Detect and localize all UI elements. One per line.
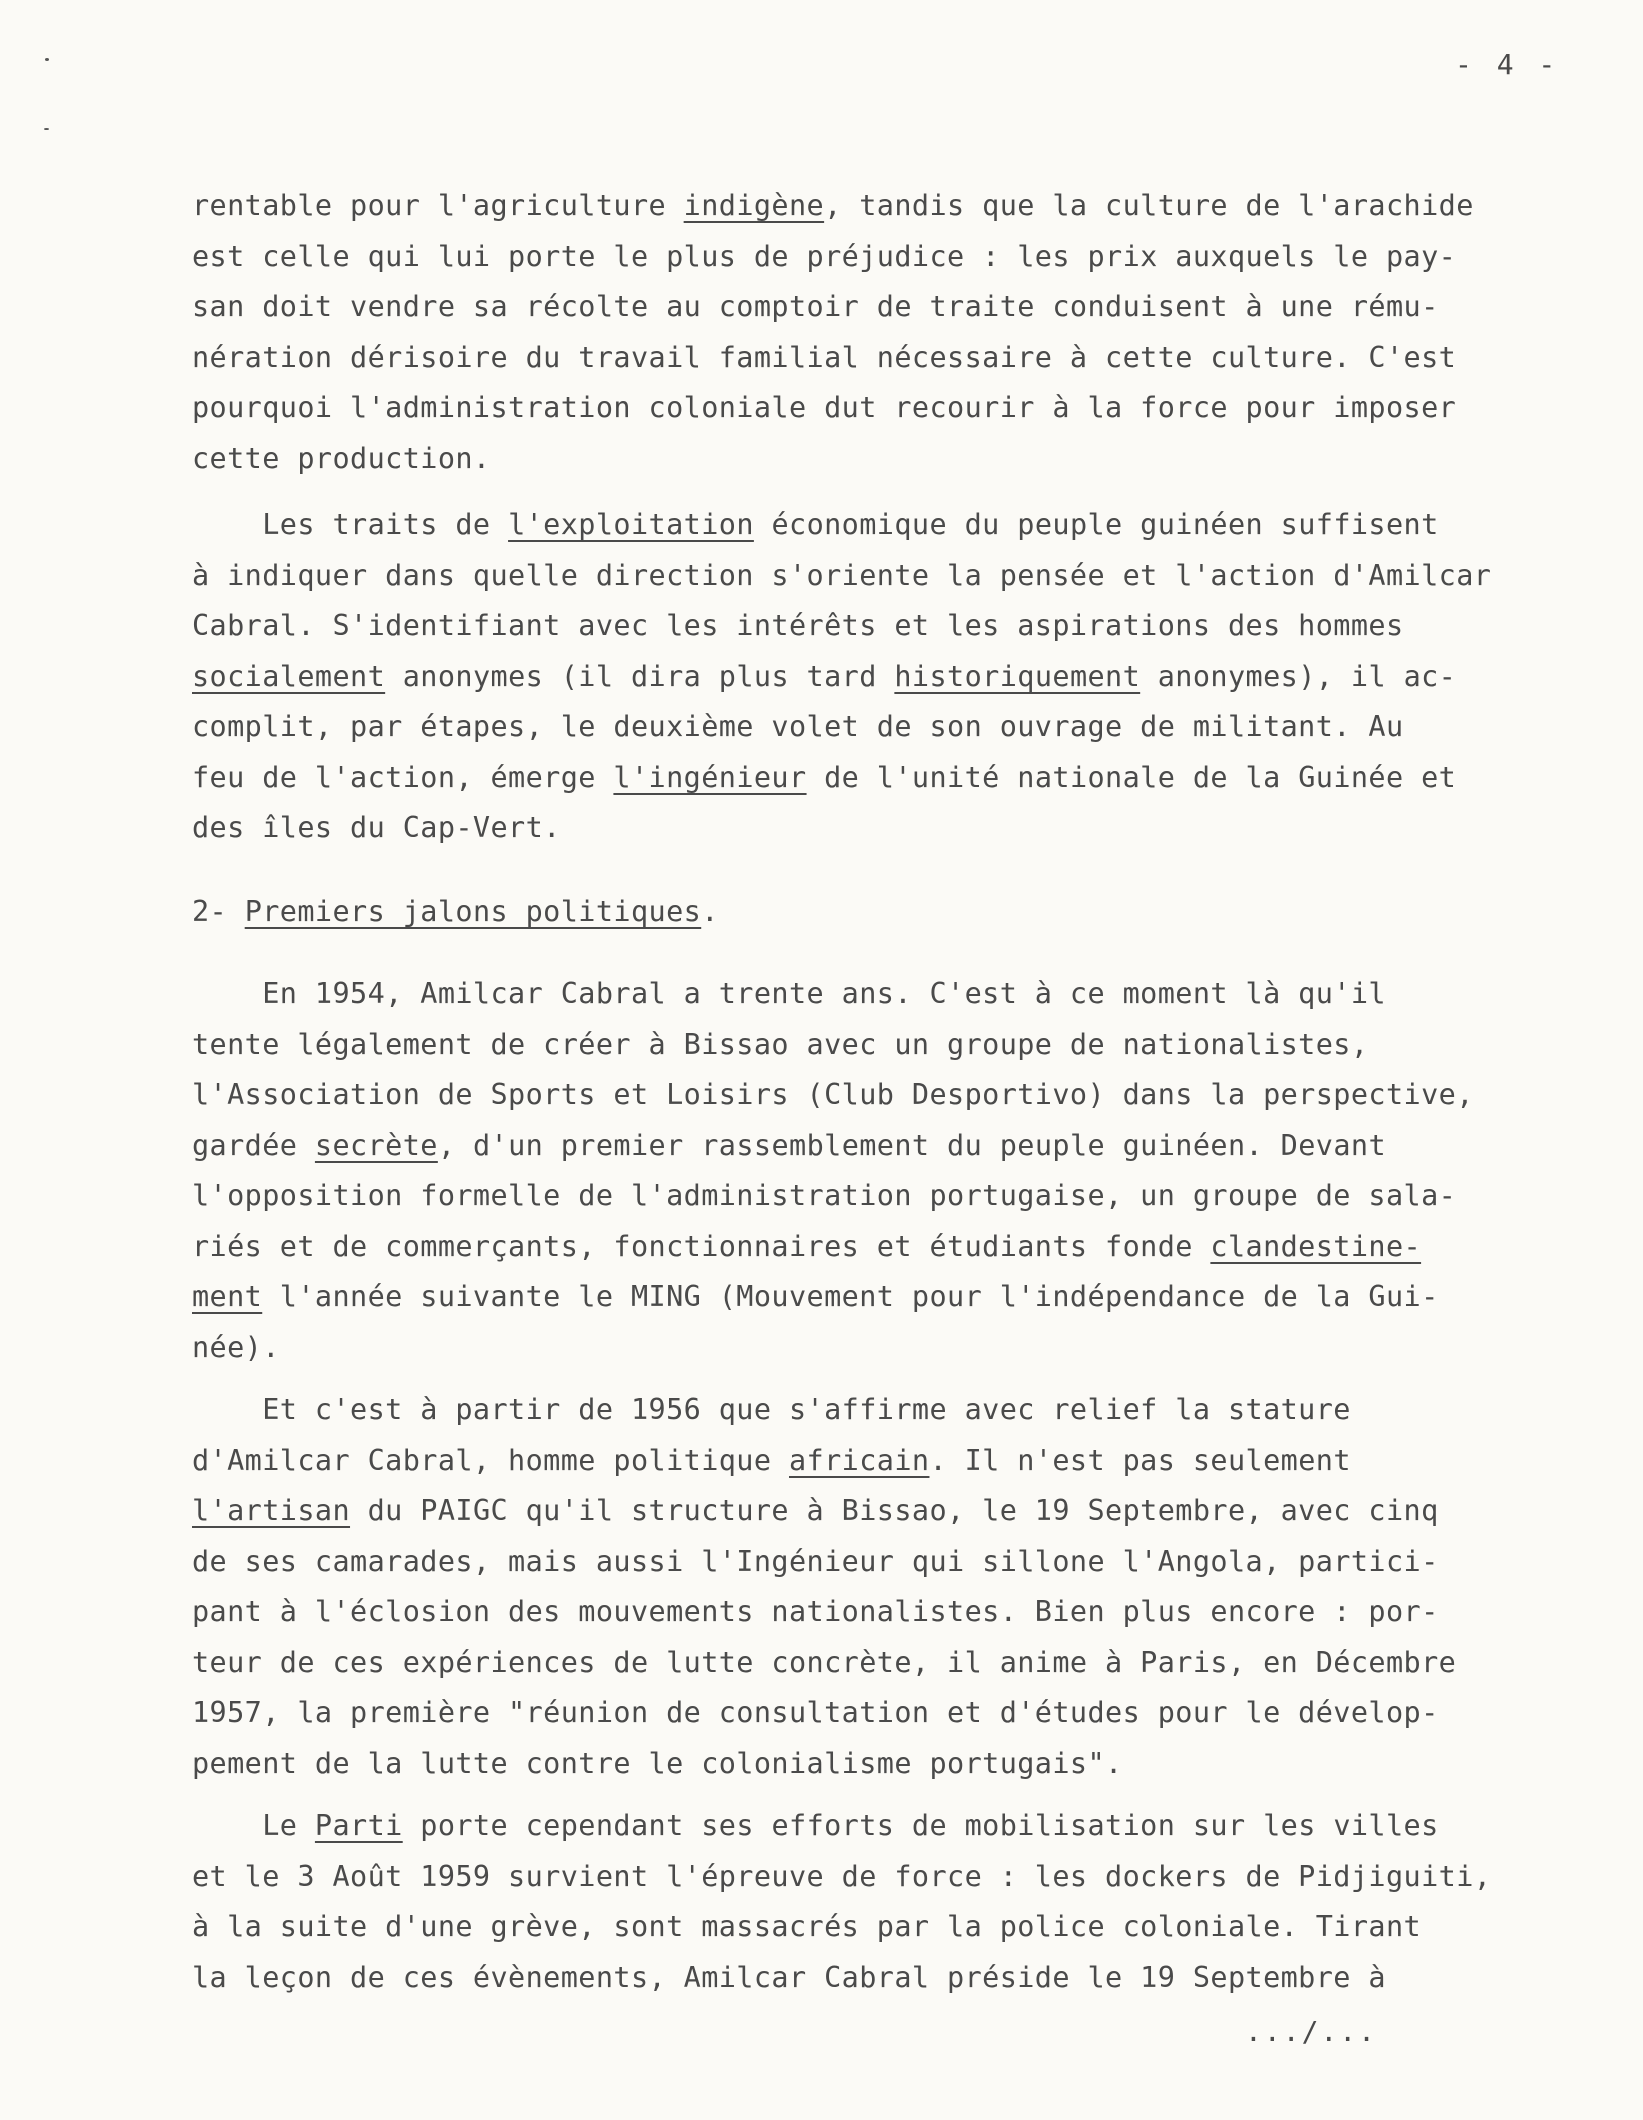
paragraph-4-line [192,1693,1632,1733]
paragraph-5-line [192,1857,1632,1897]
section-number: 2- [192,895,245,928]
underlined-text: historiquement [894,660,1141,693]
section-heading [192,892,1632,932]
paragraph-3-line [192,1176,1632,1216]
paragraph-3-line [192,1025,1632,1065]
text-segment: l'opposition formelle de l'administration portugaise, un groupe de sala- [192,1179,1457,1212]
text-segment: teur de ces expériences de lutte concrète, il anime à Paris, en Décembre [192,1646,1457,1679]
text-segment: de ses camarades, mais aussi l'Ingénieur qui sillone l'Angola, partici- [192,1545,1439,1578]
paragraph-2-line [192,556,1632,596]
underlined-text: socialement [192,660,386,693]
text-segment: Et c'est à partir de 1956 que s'affirme avec relief la stature [192,1393,1351,1426]
paragraph-5-line [192,1907,1632,1947]
text-segment: . Il n'est pas seulement [929,1444,1351,1477]
paragraph-4-line [192,1491,1632,1531]
text-segment: porte cependant ses efforts de mobilisation sur les villes [402,1809,1439,1842]
paragraph-5-line [192,1806,1632,1846]
text-segment: . [701,895,719,928]
text-segment: la leçon de ces évènements, Amilcar Cabral préside le 19 Septembre à [192,1961,1386,1994]
text-segment: nération dérisoire du travail familial nécessaire à cette culture. C'est [192,341,1457,374]
text-segment: , d'un premier rassemblement du peuple guinéen. Devant [437,1129,1386,1162]
text-segment: feu de l'action, émerge [192,761,614,794]
text-segment: anonymes), il ac- [1140,660,1457,693]
scan-speck [45,58,49,61]
text-segment: économique du peuple guinéen suffisent [753,508,1439,541]
scan-speck [44,128,49,130]
text-segment: pant à l'éclosion des mouvements nationalistes. Bien plus encore : por- [192,1595,1439,1628]
paragraph-3-line [192,1328,1632,1368]
text-segment: d'Amilcar Cabral, homme politique [192,1444,789,1477]
text-segment: du PAIGC qu'il structure à Bissao, le 19 Septembre, avec cinq [350,1494,1439,1527]
underlined-text: clandestine- [1210,1230,1422,1263]
text-segment: san doit vendre sa récolte au comptoir de traite conduisent à une rému- [192,290,1439,323]
text-segment: pement de la lutte contre le colonialisme portugais". [192,1747,1123,1780]
text-segment: pourquoi l'administration coloniale dut recourir à la force pour imposer [192,391,1457,424]
paragraph-4-line [192,1592,1632,1632]
paragraph-3-line [192,1227,1632,1267]
text-segment: des îles du Cap-Vert. [192,811,561,844]
paragraph-1-line [192,388,1632,428]
paragraph-1-line [192,237,1632,277]
paragraph-1-line [192,338,1632,378]
text-segment: Le [192,1809,315,1842]
text-segment: de l'unité nationale de la Guinée et [806,761,1457,794]
paragraph-1-line [192,186,1632,226]
text-segment: , tandis que la culture de l'arachide [824,189,1474,222]
paragraph-3-line [192,1277,1632,1317]
paragraph-4-line [192,1643,1632,1683]
text-segment: Cabral. S'identifiant avec les intérêts et les aspirations des hommes [192,609,1404,642]
text-segment: cette production. [192,442,491,475]
text-segment: En 1954, Amilcar Cabral a trente ans. C'est à ce moment là qu'il [192,977,1386,1010]
text-segment: riés et de commerçants, fonctionnaires et étudiants fonde [192,1230,1211,1263]
text-segment: à indiquer dans quelle direction s'oriente la pensée et l'action d'Amilcar [192,559,1492,592]
section-title: Premiers jalons politiques [244,895,702,928]
text-segment: anonymes (il dira plus tard [385,660,895,693]
text-segment: Les traits de [192,508,509,541]
underlined-text: l'ingénieur [613,761,807,794]
text-segment: l'année suivante le MING (Mouvement pour l'indépendance de la Gui- [262,1280,1439,1313]
text-segment: tente légalement de créer à Bissao avec un groupe de nationalistes, [192,1028,1369,1061]
text-segment: rentable pour l'agriculture [192,189,684,222]
paragraph-3-line [192,1126,1632,1166]
text-segment: est celle qui lui porte le plus de préjudice : les prix auxquels le pay- [192,240,1457,273]
continuation-mark: .../... [1245,2015,1378,2048]
underlined-text: ment [192,1280,263,1313]
paragraph-4-line [192,1744,1632,1784]
underlined-text: Parti [314,1809,403,1842]
underlined-text: indigène [683,189,825,222]
paragraph-4-line [192,1441,1632,1481]
text-segment: 1957, la première "réunion de consultation et d'études pour le dévelop- [192,1696,1439,1729]
text-segment: à la suite d'une grève, sont massacrés par la police coloniale. Tirant [192,1910,1422,1943]
text-segment: complit, par étapes, le deuxième volet de son ouvrage de militant. Au [192,710,1404,743]
paragraph-2-line [192,808,1632,848]
paragraph-2-line [192,505,1632,545]
text-segment: née). [192,1331,280,1364]
paragraph-4-line [192,1390,1632,1430]
text-segment: et le 3 Août 1959 survient l'épreuve de force : les dockers de Pidjiguiti, [192,1860,1492,1893]
underlined-text: l'exploitation [508,508,754,541]
underlined-text: l'artisan [192,1494,351,1527]
paragraph-1-line [192,287,1632,327]
paragraph-3-line [192,1075,1632,1115]
paragraph-2-line [192,606,1632,646]
paragraph-3-line [192,974,1632,1014]
underlined-text: secrète [314,1129,438,1162]
paragraph-5-line [192,1958,1632,1998]
page-number: - 4 - [1455,48,1560,81]
paragraph-4-line [192,1542,1632,1582]
text-segment: gardée [192,1129,315,1162]
paragraph-2-line [192,758,1632,798]
paragraph-1-line [192,439,1632,479]
paragraph-2-line [192,707,1632,747]
paragraph-2-line [192,657,1632,697]
underlined-text: africain [789,1444,930,1477]
text-segment: l'Association de Sports et Loisirs (Club Desportivo) dans la perspective, [192,1078,1474,1111]
